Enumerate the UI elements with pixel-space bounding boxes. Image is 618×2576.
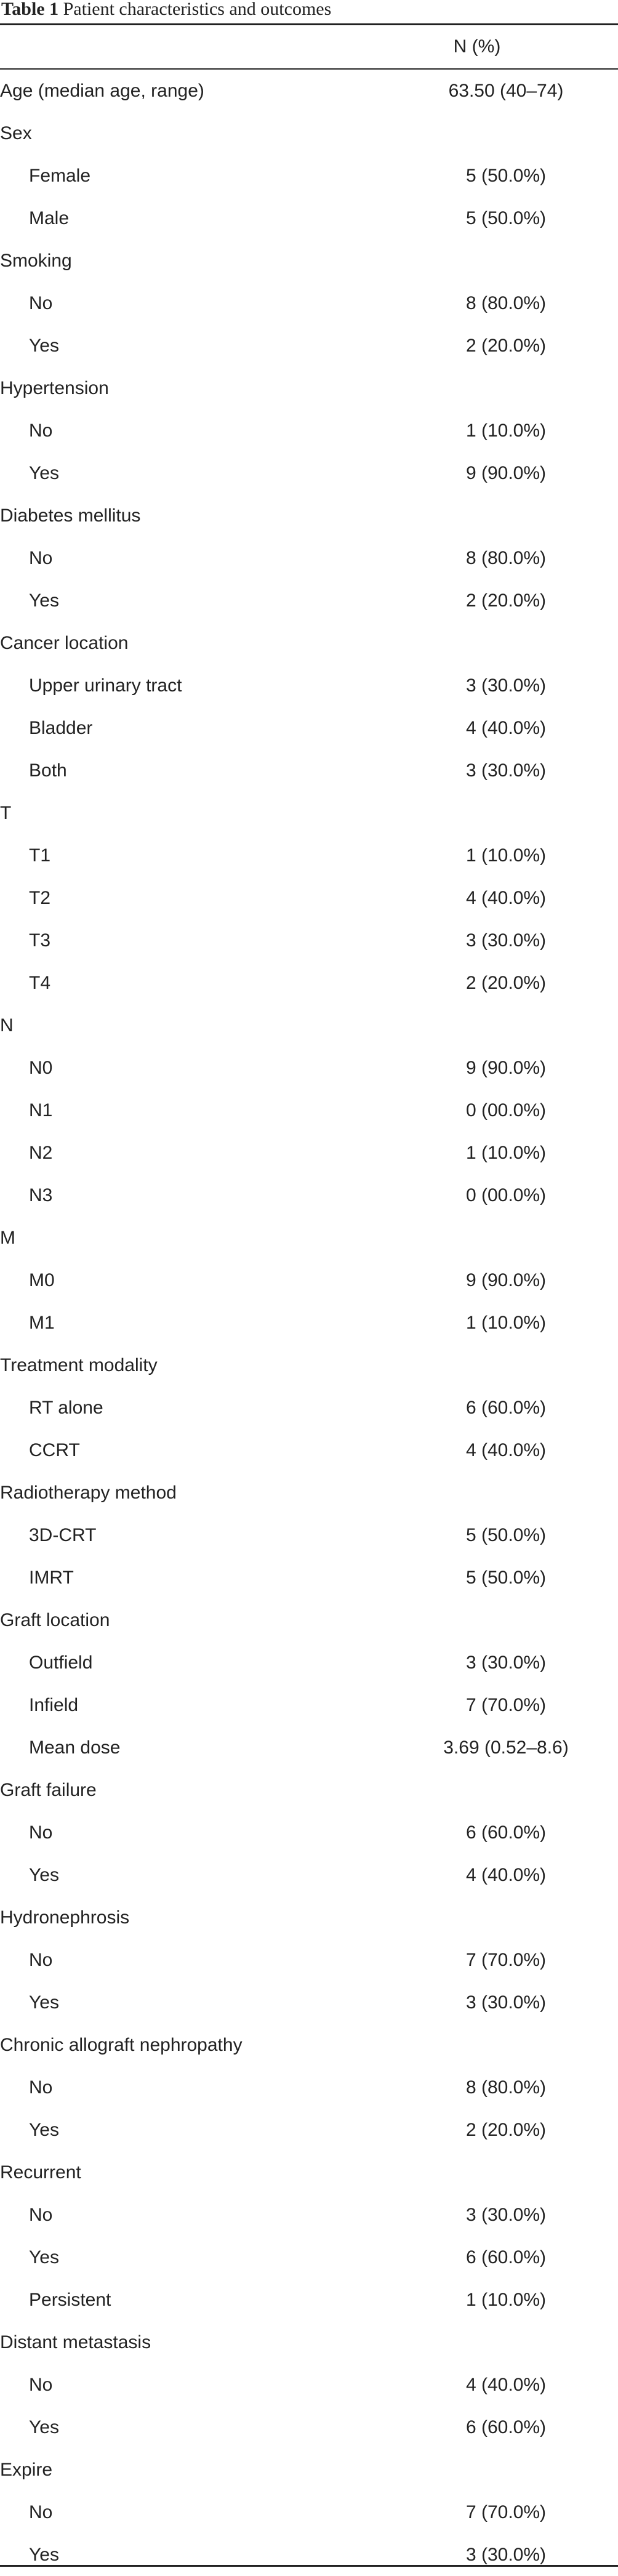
row-label: No <box>29 2204 53 2225</box>
row-label: Yes <box>29 1864 59 1885</box>
table-group-row <box>0 1217 618 1259</box>
row-value: 3 (30.0%) <box>465 2544 547 2565</box>
row-label: Smoking <box>0 250 72 271</box>
row-value: 5 (50.0%) <box>465 1524 547 1545</box>
bottom-rule <box>0 2565 618 2567</box>
table-row <box>0 1132 618 1174</box>
row-value: 3 (30.0%) <box>465 675 547 696</box>
table-row <box>0 2364 618 2406</box>
row-label: M0 <box>29 1270 55 1290</box>
table-group-row <box>0 792 618 834</box>
table-row <box>0 537 618 579</box>
row-value: 1 (10.0%) <box>465 1142 547 1163</box>
table-row <box>0 962 618 1004</box>
row-label: No <box>29 420 53 441</box>
row-label: N1 <box>29 1100 53 1121</box>
table-group-row <box>0 1471 618 1514</box>
row-label: No <box>29 292 53 313</box>
row-label: IMRT <box>29 1567 74 1588</box>
row-label: Radiotherapy method <box>0 1482 177 1503</box>
row-label: Outfield <box>29 1652 93 1673</box>
row-label: Graft failure <box>0 1779 97 1800</box>
row-value: 0 (00.0%) <box>465 1100 547 1121</box>
row-label: T <box>0 802 12 823</box>
row-label: CCRT <box>29 1439 80 1460</box>
table-row <box>0 2534 618 2576</box>
table-group-row <box>0 70 618 112</box>
table-row <box>0 1556 618 1599</box>
row-value: 6 (60.0%) <box>465 1822 547 1843</box>
row-value <box>394 1769 618 1811</box>
table-row <box>0 2406 618 2449</box>
row-value: 7 (70.0%) <box>465 1949 547 1970</box>
row-label: Persistent <box>29 2289 111 2310</box>
table-row <box>0 2066 618 2109</box>
table-body <box>0 70 618 2576</box>
row-label: No <box>29 547 53 568</box>
table-row <box>0 1429 618 1471</box>
row-label: Chronic allograft nephropathy <box>0 2034 243 2055</box>
table-row <box>0 1939 618 1981</box>
row-value: 3 (30.0%) <box>465 930 547 951</box>
row-label: Yes <box>29 335 59 356</box>
row-label: Hydronephrosis <box>0 1907 130 1928</box>
table-row <box>0 1259 618 1302</box>
row-label: Recurrent <box>0 2162 81 2183</box>
row-label: N2 <box>29 1142 53 1163</box>
table-row <box>0 1726 618 1769</box>
row-label: Expire <box>0 2459 53 2480</box>
row-value: 6 (60.0%) <box>465 2247 547 2268</box>
table-group-row <box>0 2024 618 2066</box>
table-group-row <box>0 622 618 664</box>
row-value: 8 (80.0%) <box>465 292 547 313</box>
row-label: Yes <box>29 462 59 483</box>
row-value <box>394 239 618 282</box>
table-row <box>0 1302 618 1344</box>
row-value: 9 (90.0%) <box>465 1270 547 1290</box>
table-row <box>0 707 618 749</box>
table-group-row <box>0 112 618 155</box>
table-row <box>0 579 618 622</box>
row-value: 7 (70.0%) <box>465 1694 547 1715</box>
row-value: 3.69 (0.52–8.6) <box>443 1737 569 1758</box>
table-row <box>0 1514 618 1556</box>
row-value: 4 (40.0%) <box>465 1864 547 1885</box>
row-value <box>394 622 618 664</box>
row-label: Yes <box>29 1992 59 2013</box>
table-group-row <box>0 239 618 282</box>
row-label: M <box>0 1227 15 1248</box>
table-number: Table 1 <box>1 0 59 19</box>
row-label: No <box>29 2077 53 2098</box>
row-value: 9 (90.0%) <box>465 1057 547 1078</box>
row-value: 5 (50.0%) <box>465 165 547 186</box>
table-row <box>0 749 618 792</box>
table-row <box>0 2236 618 2279</box>
row-label: Infield <box>29 1694 79 1715</box>
row-label: N3 <box>29 1185 53 1205</box>
table-group-row <box>0 1896 618 1939</box>
row-value: 7 (70.0%) <box>465 2502 547 2522</box>
row-value: 2 (20.0%) <box>465 2119 547 2140</box>
table-row <box>0 452 618 494</box>
row-label: Male <box>29 207 70 228</box>
row-value: 2 (20.0%) <box>465 972 547 993</box>
column-header-n-percent: N (%) <box>453 36 501 57</box>
table-row <box>0 2491 618 2534</box>
table-row <box>0 409 618 452</box>
row-value: 1 (10.0%) <box>465 2289 547 2310</box>
table-row <box>0 1089 618 1132</box>
row-label: Diabetes mellitus <box>0 505 141 526</box>
row-value <box>394 2024 618 2066</box>
table-group-row <box>0 2151 618 2194</box>
table-row <box>0 282 618 324</box>
row-value: 6 (60.0%) <box>465 2417 547 2437</box>
row-label: Both <box>29 760 67 781</box>
row-label: T3 <box>29 930 51 951</box>
row-value: 4 (40.0%) <box>465 887 547 908</box>
table-row <box>0 1854 618 1896</box>
table-group-row <box>0 1004 618 1047</box>
table-group-row <box>0 2449 618 2491</box>
row-value: 9 (90.0%) <box>465 462 547 483</box>
row-label: T2 <box>29 887 51 908</box>
table-row <box>0 1811 618 1854</box>
table-row <box>0 1641 618 1684</box>
row-value: 2 (20.0%) <box>465 590 547 611</box>
row-label: Hypertension <box>0 377 109 398</box>
row-label: Sex <box>0 123 32 143</box>
row-label: Bladder <box>29 717 93 738</box>
row-value <box>394 494 618 537</box>
table-group-row <box>0 1769 618 1811</box>
row-label: T1 <box>29 845 51 866</box>
row-value <box>394 1599 618 1641</box>
table-caption <box>1 0 331 25</box>
table-group-row <box>0 367 618 409</box>
row-value: 4 (40.0%) <box>465 2374 547 2395</box>
row-label: Yes <box>29 2544 59 2565</box>
row-label: Age (median age, range) <box>0 80 204 101</box>
row-value <box>394 1004 618 1047</box>
row-label: Yes <box>29 2417 59 2437</box>
row-label: Female <box>29 165 91 186</box>
table-row <box>0 197 618 239</box>
table-row <box>0 1387 618 1429</box>
row-value: 1 (10.0%) <box>465 420 547 441</box>
table-row <box>0 664 618 707</box>
row-label: No <box>29 2502 53 2522</box>
row-value: 4 (40.0%) <box>465 717 547 738</box>
table-row <box>0 919 618 962</box>
row-value: 1 (10.0%) <box>465 845 547 866</box>
characteristics-table <box>0 70 618 2576</box>
row-value: 0 (00.0%) <box>465 1185 547 1205</box>
row-value <box>394 2321 618 2364</box>
row-value <box>394 792 618 834</box>
row-label: Distant metastasis <box>0 2332 151 2353</box>
row-value: 5 (50.0%) <box>465 1567 547 1588</box>
row-label: RT alone <box>29 1397 103 1418</box>
row-value: 3 (30.0%) <box>465 1992 547 2013</box>
table-group-row <box>0 494 618 537</box>
row-label: N0 <box>29 1057 53 1078</box>
table-group-row <box>0 2321 618 2364</box>
row-label: Yes <box>29 590 59 611</box>
row-label: Treatment modality <box>0 1354 158 1375</box>
row-value: 8 (80.0%) <box>465 547 547 568</box>
row-value: 3 (30.0%) <box>465 2204 547 2225</box>
table-row <box>0 1684 618 1726</box>
table-row <box>0 2279 618 2321</box>
row-value: 2 (20.0%) <box>465 335 547 356</box>
table-row <box>0 877 618 919</box>
row-label: N <box>0 1015 14 1036</box>
row-value <box>394 1896 618 1939</box>
row-value <box>394 1344 618 1387</box>
row-label: T4 <box>29 972 51 993</box>
table-group-row <box>0 1344 618 1387</box>
row-label: No <box>29 2374 53 2395</box>
table-group-row <box>0 1599 618 1641</box>
row-label: No <box>29 1949 53 1970</box>
table-row <box>0 834 618 877</box>
row-label: Mean dose <box>29 1737 121 1758</box>
row-value <box>394 367 618 409</box>
row-value: 8 (80.0%) <box>465 2077 547 2098</box>
table-row <box>0 1981 618 2024</box>
row-label: Upper urinary tract <box>29 675 182 696</box>
row-label: 3D-CRT <box>29 1524 97 1545</box>
row-value: 63.50 (40–74) <box>448 80 564 101</box>
table-row <box>0 2109 618 2151</box>
table-row <box>0 1047 618 1089</box>
row-value <box>394 1471 618 1514</box>
row-value <box>394 112 618 155</box>
row-value <box>394 2151 618 2194</box>
row-label: M1 <box>29 1312 55 1333</box>
table-title: Patient characteristics and outcomes <box>63 0 332 19</box>
row-label: Yes <box>29 2119 59 2140</box>
table-row <box>0 155 618 197</box>
table-row <box>0 324 618 367</box>
row-label: Graft location <box>0 1609 110 1630</box>
row-label: Yes <box>29 2247 59 2268</box>
row-label: Cancer location <box>0 632 129 653</box>
table-row <box>0 1174 618 1217</box>
row-value <box>394 2449 618 2491</box>
table-row <box>0 2194 618 2236</box>
row-label: No <box>29 1822 53 1843</box>
row-value: 5 (50.0%) <box>465 207 547 228</box>
row-value: 3 (30.0%) <box>465 760 547 781</box>
row-value: 3 (30.0%) <box>465 1652 547 1673</box>
row-value <box>394 1217 618 1259</box>
row-value: 4 (40.0%) <box>465 1439 547 1460</box>
row-value: 1 (10.0%) <box>465 1312 547 1333</box>
row-value: 6 (60.0%) <box>465 1397 547 1418</box>
